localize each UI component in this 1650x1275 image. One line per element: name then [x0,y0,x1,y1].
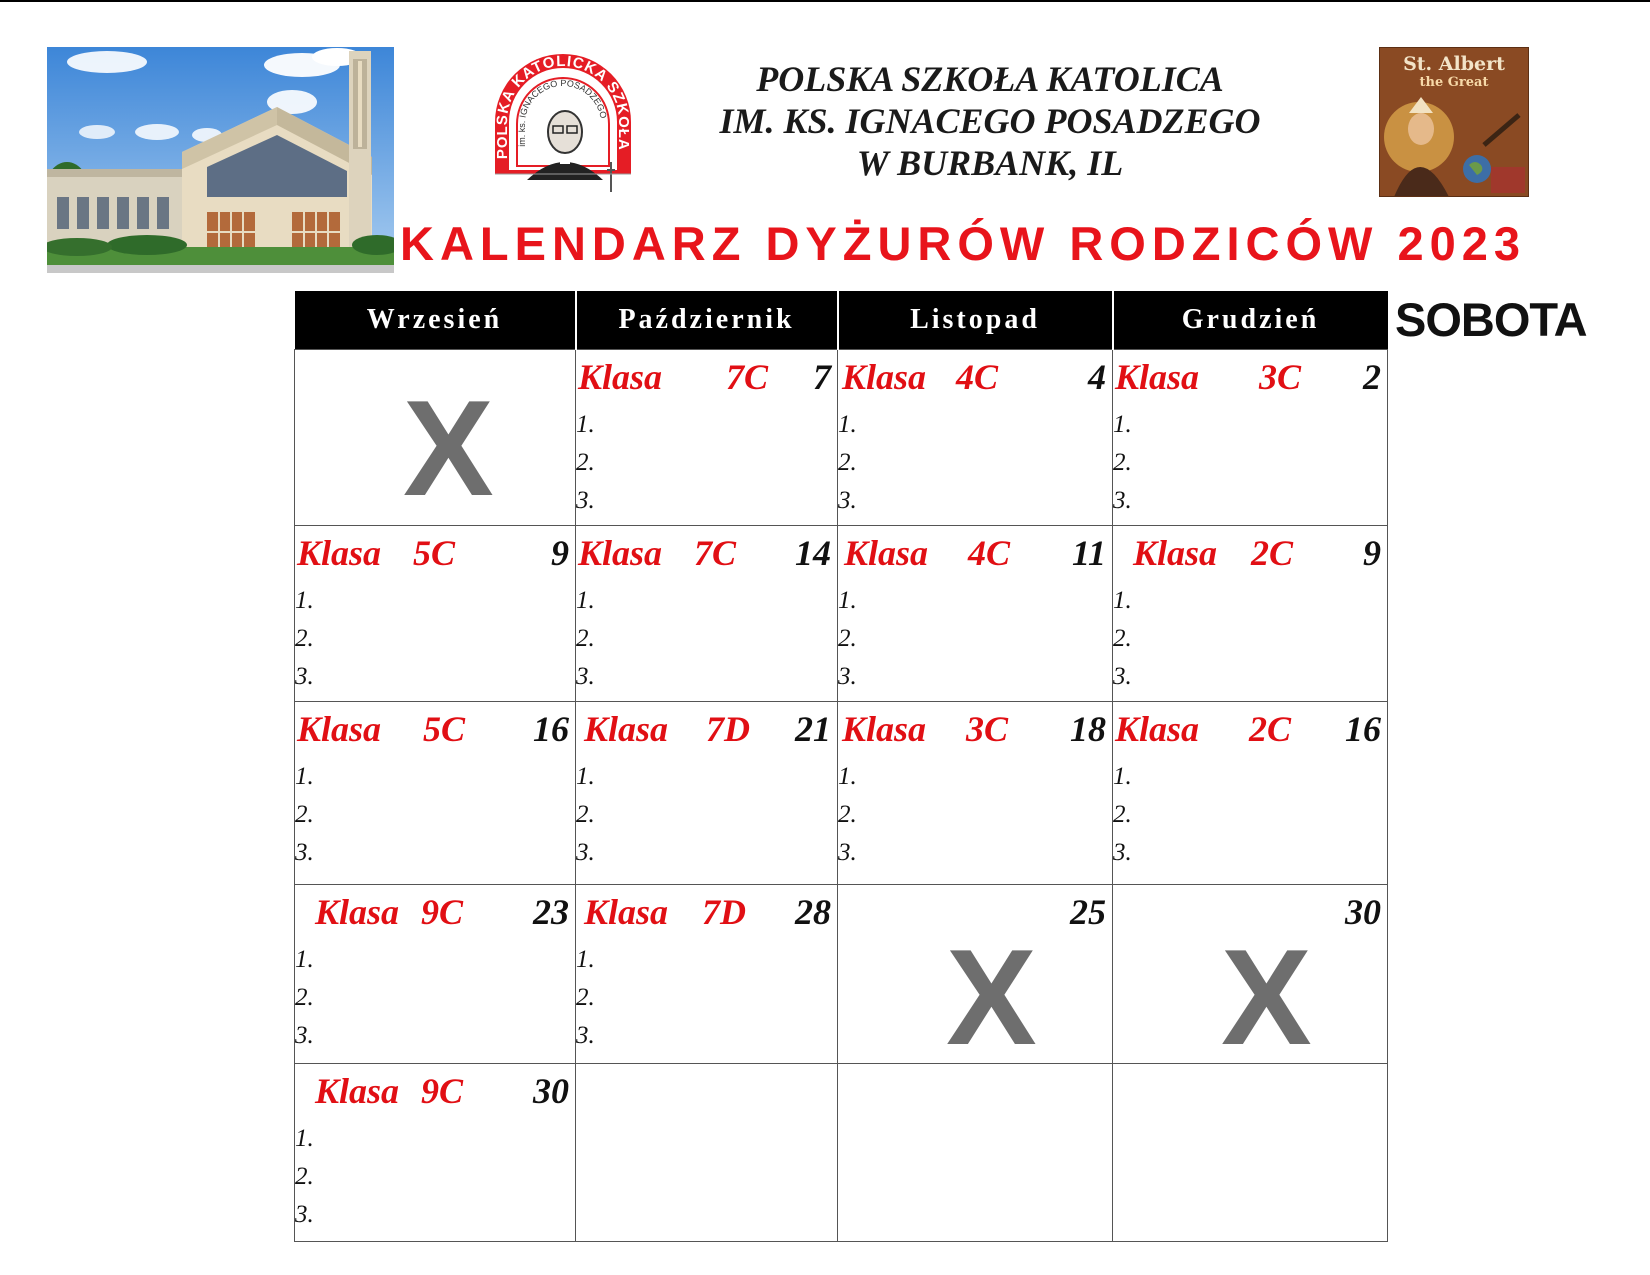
class-grade: 7D [706,709,750,749]
parent-slot-list [1113,582,1132,696]
calendar-cell [1113,1064,1388,1242]
parent-slot: 1. [295,1125,314,1152]
cell-content [295,885,575,1063]
saint-caption-line-2: the Great [1419,75,1489,90]
parent-slot: 1. [1113,763,1132,790]
cell-content [576,702,837,884]
cell-content [576,1064,837,1241]
parent-slot: 3. [576,487,595,514]
klasa-label: Klasa [844,533,929,573]
class-grade: 5C [423,709,466,749]
duty-calendar [294,291,1388,1242]
parent-slot-list [1113,758,1132,872]
parent-slot: 1. [1113,587,1132,614]
parent-slot-list [838,406,857,520]
cell-content [295,350,575,525]
date-number: 7 [813,357,831,397]
klasa-label: Klasa [1115,709,1200,749]
parent-slot: 3. [576,663,595,690]
top-rule [0,0,1650,2]
parent-slot-list [838,758,857,872]
calendar-title: KALENDARZ DYŻURÓW RODZICÓW 2023 [400,217,1527,270]
date-number: 21 [795,709,831,749]
parent-slot: 3. [838,839,857,866]
klasa-label: Klasa [1133,533,1218,573]
cell-content [295,702,575,884]
duty-header [838,708,1112,750]
date-number: 2 [1363,357,1381,397]
duty-header [576,891,837,933]
date-number: 16 [533,709,569,749]
parent-slot: 2. [1113,449,1132,476]
church-photo [47,47,394,273]
parent-slot: 2. [295,1163,314,1190]
duty-header [576,356,837,398]
parent-slot: 2. [295,984,314,1011]
date-number: 4 [1088,357,1106,397]
cell-content [838,350,1112,525]
parent-slot: 3. [576,1022,595,1049]
cell-content [576,350,837,525]
parent-slot: 3. [295,663,314,690]
duty-header [838,356,1112,398]
date-number: 9 [551,533,569,573]
klasa-label: Klasa [297,533,382,573]
parent-slot: 1. [295,763,314,790]
parent-slot: 3. [1113,839,1132,866]
date-number: 30 [533,1071,569,1111]
duty-header [1113,708,1387,750]
class-grade: 4C [968,533,1011,573]
month-header-row [295,291,1388,350]
parent-slot: 2. [1113,801,1132,828]
parent-slot-list [295,1120,314,1234]
school-name-line-1: POLSKA SZKOŁA KATOLICA [756,59,1224,99]
date-number: 28 [795,892,831,932]
school-name-line-3: W BURBANK, IL [856,143,1124,183]
parent-slot-list [576,758,595,872]
parent-slot: 1. [576,946,595,973]
cell-content [1113,1064,1387,1241]
cell-content [1113,350,1387,525]
parent-slot: 1. [295,946,314,973]
date-number: 18 [1070,709,1106,749]
calendar-cell [1113,526,1388,702]
klasa-label: Klasa [842,357,927,397]
duty-header [576,708,837,750]
parent-slot: 1. [295,587,314,614]
parent-slot-list [1113,406,1132,520]
date-number: 9 [1363,533,1381,573]
klasa-label: Klasa [315,1071,400,1111]
klasa-label: Klasa [297,709,382,749]
school-name [660,58,1320,184]
logo-inner-text: im. ks. IGNACEGO POSADZEGO [516,77,609,147]
klasa-label: Klasa [578,357,663,397]
duty-header [576,532,837,574]
parent-slot: 2. [576,449,595,476]
parent-slot: 3. [576,839,595,866]
klasa-label: Klasa [1115,357,1200,397]
date-number: 14 [795,533,831,573]
parent-slot: 2. [576,625,595,652]
no-duty-x-mark: X [1221,921,1312,1073]
no-duty-x-mark: X [403,372,494,524]
parent-slot: 1. [576,763,595,790]
class-grade: 2C [1249,709,1292,749]
parent-slot: 1. [1113,411,1132,438]
cell-content [295,1064,575,1241]
parent-slot-list [838,582,857,696]
cell-content [838,1064,1112,1241]
duty-header [295,1070,575,1112]
parent-slot: 3. [1113,487,1132,514]
parent-slot-list [576,406,595,520]
calendar-body [295,350,1388,1242]
klasa-label: Klasa [842,709,927,749]
klasa-label: Klasa [584,892,669,932]
duty-header [1113,356,1387,398]
parent-slot: 1. [838,763,857,790]
calendar-cell [576,526,838,702]
cell-content [1113,885,1387,1073]
class-grade: 3C [1259,357,1302,397]
parent-slot: 2. [576,984,595,1011]
week-row [295,702,1388,885]
calendar-cell [295,350,576,526]
parent-slot-list [295,758,314,872]
parent-slot: 3. [1113,663,1132,690]
klasa-label: Klasa [315,892,400,932]
cell-content [576,885,837,1063]
klasa-label: Klasa [578,533,663,573]
parent-slot-list [576,941,595,1055]
parent-slot: 2. [838,625,857,652]
calendar-cell [576,1064,838,1242]
parent-slot: 3. [838,487,857,514]
calendar-cell [1113,350,1388,526]
month-header: Listopad [838,291,1113,350]
week-row [295,885,1388,1064]
class-grade: 7D [702,892,746,932]
parent-slot: 1. [838,587,857,614]
parent-slot: 1. [838,411,857,438]
duty-header [295,891,575,933]
logo-ring-text: POLSKA KATOLICKA SZKOŁA [493,52,632,160]
date-number: 16 [1345,709,1381,749]
cell-content [295,526,575,701]
parent-slot-list [576,582,595,696]
calendar-cell [576,702,838,885]
date-number: 11 [1071,533,1106,573]
parent-slot: 3. [838,663,857,690]
parent-slot: 2. [295,625,314,652]
parent-slot: 1. [576,411,595,438]
parent-slot: 2. [838,449,857,476]
month-header: Wrzesień [295,291,576,350]
klasa-label: Klasa [584,709,669,749]
parent-slot: 2. [1113,625,1132,652]
calendar-cell [838,885,1113,1073]
week-row [295,350,1388,526]
duty-header [295,532,575,574]
cell-content [1113,702,1387,884]
calendar-cell [576,885,838,1064]
school-logo [487,52,639,200]
duty-header [1113,532,1387,574]
calendar-cell [1113,885,1388,1073]
no-duty-x-mark: X [946,921,1037,1073]
duty-header [295,708,575,750]
parent-slot: 3. [295,1201,314,1228]
parent-slot: 3. [295,839,314,866]
week-row [295,526,1388,702]
saint-albert-picture [1379,47,1529,197]
cell-content [838,702,1112,884]
cell-content [1113,526,1387,701]
calendar-cell [295,885,576,1064]
class-grade: 7C [726,357,769,397]
parent-slot-list [295,941,314,1055]
date-number: 23 [533,892,569,932]
calendar-cell [295,702,576,885]
date-number: 25 [1070,892,1106,932]
calendar-cell [838,526,1113,702]
calendar-cell [838,702,1113,885]
calendar-cell [576,350,838,526]
month-header: Październik [576,291,838,350]
class-grade: 2C [1251,533,1294,573]
school-name-line-2: IM. KS. IGNACEGO POSADZEGO [719,101,1261,141]
class-grade: 7C [694,533,737,573]
saint-caption-line-1: St. Albert [1403,53,1505,75]
month-header: Grudzień [1113,291,1388,350]
cell-content [838,885,1112,1073]
class-grade: 9C [421,892,464,932]
class-grade: 3C [966,709,1009,749]
cell-content [576,526,837,701]
parent-slot-list [295,582,314,696]
saint-caption [1379,53,1529,91]
parent-slot: 3. [295,1022,314,1049]
class-grade: 4C [956,357,999,397]
calendar-cell [295,526,576,702]
cell-content [838,526,1112,701]
calendar-cell [295,1064,576,1242]
calendar-cell [838,1064,1113,1242]
duty-header [838,532,1112,574]
week-row [295,1064,1388,1242]
class-grade: 5C [413,533,456,573]
parent-slot: 2. [838,801,857,828]
parent-slot: 1. [576,587,595,614]
parent-slot: 2. [576,801,595,828]
class-grade: 9C [421,1071,464,1111]
calendar-cell [1113,702,1388,885]
parent-slot: 2. [295,801,314,828]
date-number: 30 [1345,892,1381,932]
day-of-week-label: SOBOTA [1395,293,1587,346]
calendar-cell [838,350,1113,526]
